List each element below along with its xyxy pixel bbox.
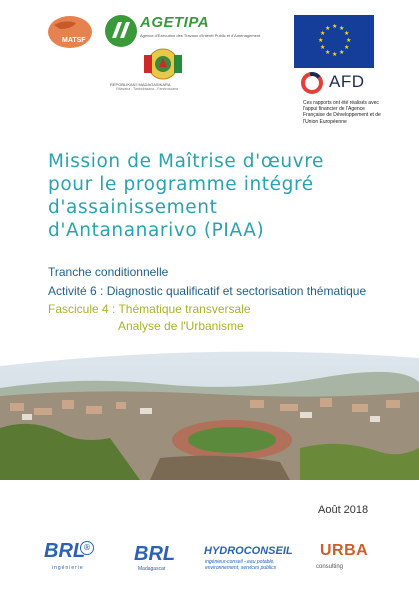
city-panorama-image bbox=[0, 348, 419, 480]
tranche-label: Tranche conditionnelle bbox=[48, 265, 169, 279]
brl-ingenierie-logo: BRL bbox=[44, 540, 86, 562]
svg-text:★: ★ bbox=[344, 44, 350, 51]
title-line-1: Mission de Maîtrise d'œuvre bbox=[48, 151, 324, 172]
urba-consulting-logo: URBA bbox=[320, 542, 369, 559]
svg-text:★: ★ bbox=[332, 51, 338, 58]
svg-text:★: ★ bbox=[325, 25, 331, 32]
urba-consulting-subtitle: consulting bbox=[316, 564, 344, 570]
matsf-label: MATSF bbox=[62, 37, 86, 44]
svg-text:★: ★ bbox=[339, 49, 345, 56]
brl-madagascar-logo: BRL bbox=[134, 543, 176, 565]
brl-madagascar-subtitle: Madagascar bbox=[138, 566, 166, 572]
brl-ingenierie-subtitle: ingénierie bbox=[52, 565, 84, 571]
svg-text:★: ★ bbox=[325, 49, 331, 56]
afd-funding-note: Ces rapports ont été réalisés avec l'appui financier de l'Agence Française de Développement et de l'Union Européenne bbox=[303, 100, 381, 125]
report-date: Août 2018 bbox=[318, 504, 369, 516]
afd-ring-icon bbox=[299, 70, 327, 96]
svg-text:★: ★ bbox=[320, 30, 326, 37]
hydroconseil-logo: HYDROCONSEIL bbox=[204, 545, 293, 557]
title-line-2: pour le programme intégré bbox=[48, 174, 314, 195]
agetipa-name: AGETIPA bbox=[140, 14, 210, 31]
agetipa-emblem bbox=[104, 14, 138, 48]
document-title bbox=[48, 150, 388, 242]
agetipa-subtitle: Agence d'Exécution des Travaux d'Intérêt Public et d'Aménagement bbox=[140, 33, 261, 38]
republic-seal-icon bbox=[142, 45, 184, 83]
svg-text:★: ★ bbox=[339, 25, 345, 32]
seal-title: REPOBLIKAN'I MADAGASIKARA bbox=[110, 82, 171, 87]
matsf-logo bbox=[46, 15, 100, 49]
svg-text:★: ★ bbox=[344, 30, 350, 37]
svg-text:★: ★ bbox=[320, 44, 326, 51]
title-line-4: d'Antananarivo (PIAA) bbox=[48, 220, 265, 241]
analyse-label: Analyse de l'Urbanisme bbox=[118, 319, 244, 333]
svg-text:★: ★ bbox=[346, 37, 352, 44]
svg-text:★: ★ bbox=[318, 37, 324, 44]
seal-motto: Fitiavana - Tanindrazana - Fandrosoana bbox=[116, 87, 179, 91]
afd-logo-text: AFD bbox=[329, 72, 365, 91]
title-line-3: d'assainissement bbox=[48, 197, 218, 218]
activite-label: Activité 6 : Diagnostic qualificatif et sectorisation thématique bbox=[48, 284, 367, 298]
fascicule-label: Fascicule 4 : Thématique transversale bbox=[48, 302, 251, 316]
svg-text:★: ★ bbox=[332, 23, 338, 30]
registered-mark-icon: ® bbox=[80, 541, 94, 555]
hydroconseil-subtitle: ingénieur-conseil - eau potable, environnement, services publics bbox=[205, 559, 277, 571]
eu-flag-icon bbox=[294, 15, 374, 68]
